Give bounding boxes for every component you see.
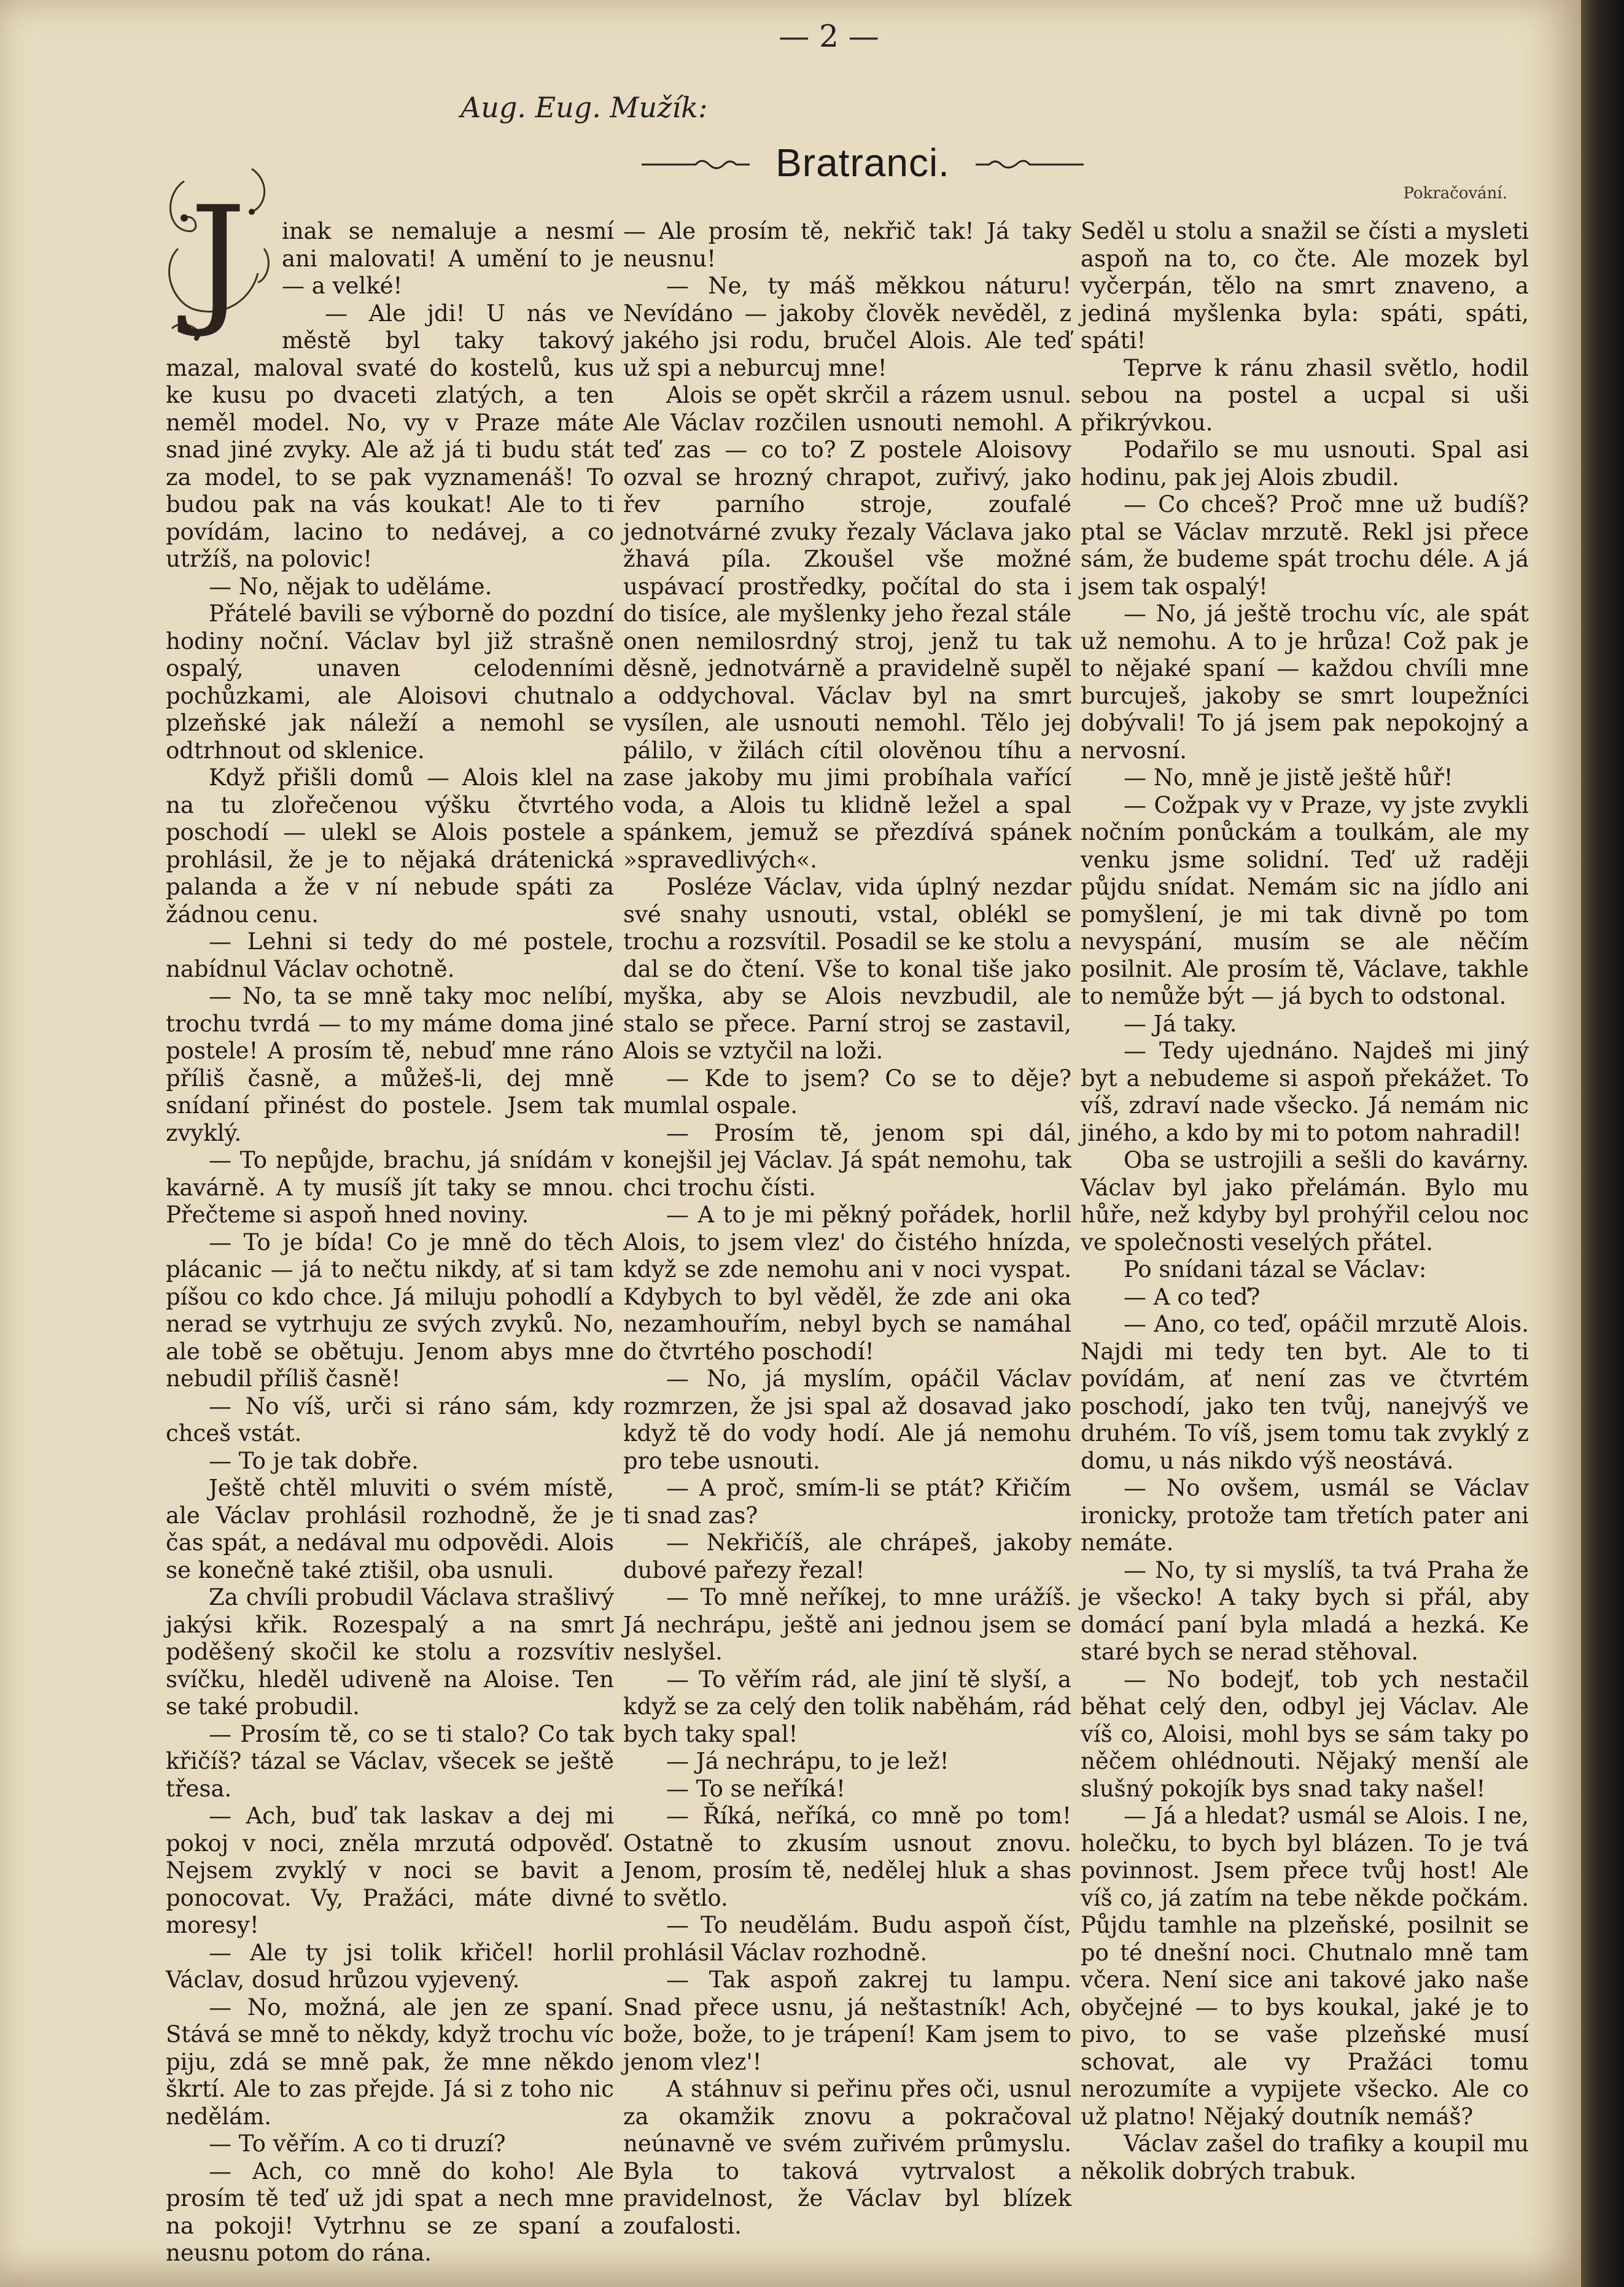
- paragraph-text: inak se nemaluje a nesmí ani malovati! A umění to je — a velké!: [282, 218, 614, 299]
- paragraph: — To neudělám. Budu aspoň číst, prohlásil Václav rozhodně.: [623, 1912, 1071, 1966]
- swash-right-icon: [974, 153, 1085, 172]
- paragraph: — Cožpak vy v Praze, vy jste zvykli nočním ponůckám a toulkám, ale my venku jsme solidní. Teď už raději půjdu snídat. Nemám sic na jídlo ani pomyšlení, je mi tak divně po tom nevyspání, musím se ale něčím posilnit. Ale prosím tě, Václave, takhle to nemůže být — já bych to odstonal.: [1081, 791, 1529, 1009]
- paragraph: — To je bída! Co je mně do těch plácanic — já to nečtu nikdy, ať si tam píšou co kdo chce. Já miluju pohodlí a nerad se vytrhuju ze svých zvyků. No, ale tobě se obětuju. Jenom abys mne nebudil příliš časně!: [166, 1229, 614, 1392]
- paragraph: — A co teď?: [1124, 1283, 1261, 1310]
- paragraph: — To se neříká!: [666, 1775, 845, 1802]
- paragraph: — Ach, co mně do koho! Ale prosím tě teď už jdi spat a nech mne na pokoji! Vytrhnu se ze spaní a neusnu potom do rána.: [166, 2157, 614, 2266]
- paragraph: — Prosím tě, jenom spi dál, konejšil jej Václav. Já spát nemohu, tak chci trochu čísti.: [623, 1119, 1071, 1201]
- paragraph: — Co chceš? Proč mne už budíš? ptal se Václav mrzutě. Rekl jsi přece sám, že budeme spát trochu déle. A já jsem tak ospalý!: [1081, 491, 1529, 600]
- paragraph: — Já a hledat? usmál se Alois. I ne, holečku, to bych byl blázen. To je tvá povinnost. Jsem přece tvůj host! Ale víš co, já zatím na tebe někde počkám. Půjdu tamhle na plzeňské, posilnit se po té dnešní noci. Chutnalo mně tam včera. Není sice ani takové jako naše obyčejné — to bys koukal, jaké je to pivo, to se vaše plzeňské musí schovat, ale vy Pražáci tomu nerozumíte a vypijete všecko. Ale co už platno! Nějaký doutník nemáš?: [1081, 1803, 1529, 2130]
- page-number: — 2 —: [779, 18, 879, 54]
- paragraph: — Tedy ujednáno. Najdeš mi jiný byt a nebudeme si aspoň překážet. To víš, zdraví nade všecko. Já nemám nic jiného, a kdo by mi to potom nahradil!: [1081, 1038, 1529, 1146]
- page-edge-shadow: [1581, 0, 1624, 2287]
- paragraph: — Ale ty jsi tolik křičel! horlil Václav, dosud hrůzou vyjevený.: [166, 1939, 614, 1993]
- paragraph: — Ale jdi! U nás ve městě byl taky takový mazal, maloval svaté do kostelů, kus ke kusu po dvaceti zlatých, a ten neměl model. No, vy v Praze máte snad jiné zvyky. Ale až já ti budu stát za model, to se pak vyznamenáš! To budou pak na vás koukat! Ale to ti povídám, lacino to nedávej, a co utržíš, na polovic!: [166, 300, 614, 572]
- paragraph: — No, nějak to uděláme.: [209, 573, 492, 600]
- paragraph: Za chvíli probudil Václava strašlivý jakýsi křik. Rozespalý a na smrt poděšený skočil ke stolu a rozsvítiv svíčku, hleděl udiveně na Aloise. Ten se také probudil.: [166, 1584, 614, 1720]
- paragraph: — Říká, neříká, co mně po tom! Ostatně to zkusím usnout znovu. Jenom, prosím tě, nedělej hluk a shas to světlo.: [623, 1803, 1071, 1911]
- paragraph: Teprve k ránu zhasil světlo, hodil sebou na postel a ucpal si uši přikrývkou.: [1081, 354, 1529, 436]
- paragraph: — Lehni si tedy do mé postele, nabídnul Václav ochotně.: [166, 928, 614, 982]
- continued-note: Pokračování.: [1403, 184, 1507, 203]
- paragraph: Po snídani tázal se Václav:: [1124, 1256, 1427, 1283]
- paragraph: — Ach, buď tak laskav a dej mi pokoj v noci, zněla mrzutá odpověď. Nejsem zvyklý v noci se bavit a ponocovat. Vy, Pražáci, máte divné moresy!: [166, 1803, 614, 1938]
- paragraph: Přátelé bavili se výborně do pozdní hodiny noční. Václav byl již strašně ospalý, unaven celodenními pochůzkami, ale Aloisovi chutnalo plzeňské jak náleží a nemohl se odtrhnout od sklenice.: [166, 600, 614, 764]
- paragraph: — To věřím. A co ti druzí?: [209, 2130, 506, 2157]
- svg-text:J: J: [189, 177, 247, 341]
- paragraph: A stáhnuv si peřinu přes oči, usnul za okamžik znovu a pokračoval neúnavně ve svém zuřivém průmyslu. Byla to taková vytrvalost a pravidelnost, že Václav byl blízek zoufalosti.: [623, 2076, 1071, 2239]
- paragraph: — Tak aspoň zakrej tu lampu. Snad přece usnu, já neštastník! Ach, bože, bože, to je trápení! Kam jsem to jenom vlez'!: [623, 1967, 1071, 2075]
- paragraph: — To je tak dobře.: [209, 1447, 419, 1474]
- paragraph: — No, já myslím, opáčil Václav rozmrzen, že jsi spal až dosavad jako když tě do vody hodí. Ale já nemohu pro tebe usnouti.: [623, 1365, 1071, 1474]
- paragraph: Ještě chtěl mluviti o svém místě, ale Václav prohlásil rozhodně, že je čas spát, a nedával mu odpovědi. Alois se konečně také ztišil, oba usnuli.: [166, 1475, 614, 1583]
- column-2: [623, 218, 1071, 2240]
- paragraph: — Kde to jsem? Co se to děje? mumlal ospale.: [623, 1065, 1071, 1119]
- paragraph: Podařilo se mu usnouti. Spal asi hodinu, pak jej Alois zbudil.: [1081, 437, 1529, 491]
- paragraph: — To mně neříkej, to mne urážíš. Já nechrápu, ještě ani jednou jsem se neslyšel.: [623, 1584, 1071, 1665]
- paragraph: Když přišli domů — Alois klel na na tu zlořečenou výšku čtvrtého poschodí — ulekl se Alois postele a prohlásil, že je to nějaká drátenická palanda a že v ní nebude spáti za žádnou cenu.: [166, 764, 614, 928]
- paragraph: Alois se opět skrčil a rázem usnul. Ale Václav rozčilen usnouti nemohl. A teď zas — co to? Z postele Aloisovy ozval se hrozný chrapot, zuřivý, jako řev parního stroje, zoufalé jednotvárné zvuky řezaly Václava jako žhavá píla. Zkoušel vše možné uspávací prostředky, počítal do sta i do tisíce, ale myšlenky jeho řezal stále onen nemilosrdný stroj, jenž tu tak děsně, jednotvárně a pravidelně supěl a oddychoval. Václav byl na smrt vysílen, ale usnouti nemohl. Tělo jej pálilo, v žilách cítil olověnou tíhu a zase jakoby mu jimi probíhala vařící voda, a Alois tu klidně ležel a spal spánkem, jemuž se přezdívá spánek »spravedlivých«.: [623, 382, 1071, 873]
- paragraph: — No ovšem, usmál se Václav ironicky, protože tam třetích pater ani nemáte.: [1081, 1475, 1529, 1556]
- paragraph: [166, 177, 614, 341]
- paragraph: — No, ty si myslíš, ta tvá Praha že je všecko! A taky bych si přál, aby domácí paní byla mladá a hezká. Ke staré bych se nerad stěhoval.: [1081, 1556, 1529, 1665]
- paragraph: Oba se ustrojili a sešli do kavárny. Václav byl jako přelámán. Bylo mu hůře, než kdyby byl prohýřil celou noc ve společnosti veselých přátel.: [1081, 1147, 1529, 1256]
- paragraph: — Nekřičíš, ale chrápeš, jakoby dubové pařezy řezal!: [623, 1529, 1071, 1583]
- paragraph: — Ale prosím tě, nekřič tak! Já taky neusnu!: [623, 218, 1071, 272]
- paragraph: — Prosím tě, co se ti stalo? Co tak křičíš? tázal se Václav, všecek se ještě třesa.: [166, 1720, 614, 1802]
- paragraph: — Já nechrápu, to je lež!: [666, 1748, 949, 1774]
- title-row: [589, 138, 1136, 187]
- article-title: Bratranci.: [775, 141, 950, 185]
- drop-cap-initial-icon: [160, 157, 273, 341]
- paragraph: — A proč, smím-li se ptát? Křičím ti snad zas?: [623, 1475, 1071, 1529]
- paragraph: Seděl u stolu a snažil se čísti a mysleti aspoň na to, co čte. Ale mozek byl vyčerpán, tělo na smrt znaveno, a jediná myšlenka byla: spáti, spáti, spáti!: [1081, 218, 1529, 354]
- paragraph: — To nepůjde, brachu, já snídám v kavárně. A ty musíš jít taky se mnou. Přečteme si aspoň hned noviny.: [166, 1147, 614, 1228]
- paragraph: — No víš, urči si ráno sám, kdy chceš vstát.: [166, 1392, 614, 1446]
- paragraph: — No, ta se mně taky moc nelíbí, trochu tvrdá — to my máme doma jiné postele! A prosím tě, nebuď mne ráno příliš časně, a můžeš-li, dej mně snídaní přinést do postele. Jsem tak zvyklý.: [166, 983, 614, 1146]
- column-3: [1081, 218, 1529, 2185]
- paragraph: — To věřím rád, ale jiní tě slyší, a když se za celý den tolik naběhám, rád bych taky spal!: [623, 1666, 1071, 1747]
- paragraph: — No, já ještě trochu víc, ale spát už nemohu. A to je hrůza! Což pak je to nějaké spaní — každou chvíli mne burcuješ, jakoby se smrt loupežníci dobývali! To já jsem pak nepokojný a nervosní.: [1081, 600, 1529, 764]
- paragraph: — Já taky.: [1124, 1010, 1237, 1037]
- column-1: [166, 177, 614, 2267]
- paragraph: — Ne, ty máš měkkou náturu! Nevídáno — jakoby člověk nevěděl, z jakého jsi rodu, bručel Alois. Ale teď už spi a neburcuj mne!: [623, 273, 1071, 381]
- swash-left-icon: [640, 153, 751, 172]
- paragraph: — Ano, co teď, opáčil mrzutě Alois. Najdi mi tedy ten byt. Ale to ti povídám, ať není zas ve čtvrtém poschodí, jako ten tvůj, nanejvýš ve druhém. To víš, jsem tomu tak zvyklý z domu, u nás nikdo výš neostává.: [1081, 1311, 1529, 1474]
- paragraph: — No bodejť, tob ych nestačil běhat celý den, odbyl jej Václav. Ale víš co, Aloisi, mohl bys se sám taky po něčem ohlédnouti. Nějaký menší ale slušný pokojík bys snad taky našel!: [1081, 1666, 1529, 1802]
- paragraph: Václav zašel do trafiky a koupil mu několik dobrých trabuk.: [1081, 2130, 1529, 2184]
- paragraph: — A to je mi pěkný pořádek, horlil Alois, to jsem vlez' do čistého hnízda, když se zde nemohu ani v noci vyspat. Kdybych to byl věděl, že zde ani oka nezamhouřím, nebyl bych se namáhal do čtvrtého poschodí!: [623, 1202, 1071, 1365]
- paragraph: Posléze Václav, vida úplný nezdar své snahy usnouti, vstal, oblékl se trochu a rozsvítil. Posadil se ke stolu a dal se do čtení. Vše to konal tiše jako myška, aby se Alois nevzbudil, ale stalo se přece. Parní stroj se zastavil, Alois se vztyčil na loži.: [623, 874, 1071, 1064]
- paragraph: — No, mně je jistě ještě hůř!: [1124, 764, 1453, 791]
- author-byline: Aug. Eug. Mužík:: [460, 91, 708, 124]
- paragraph: — No, možná, ale jen ze spaní. Stává se mně to někdy, když trochu víc piju, zdá se mně pak, že mne někdo škrtí. Ale to zas přejde. Já si z toho nic nedělám.: [166, 1994, 614, 2130]
